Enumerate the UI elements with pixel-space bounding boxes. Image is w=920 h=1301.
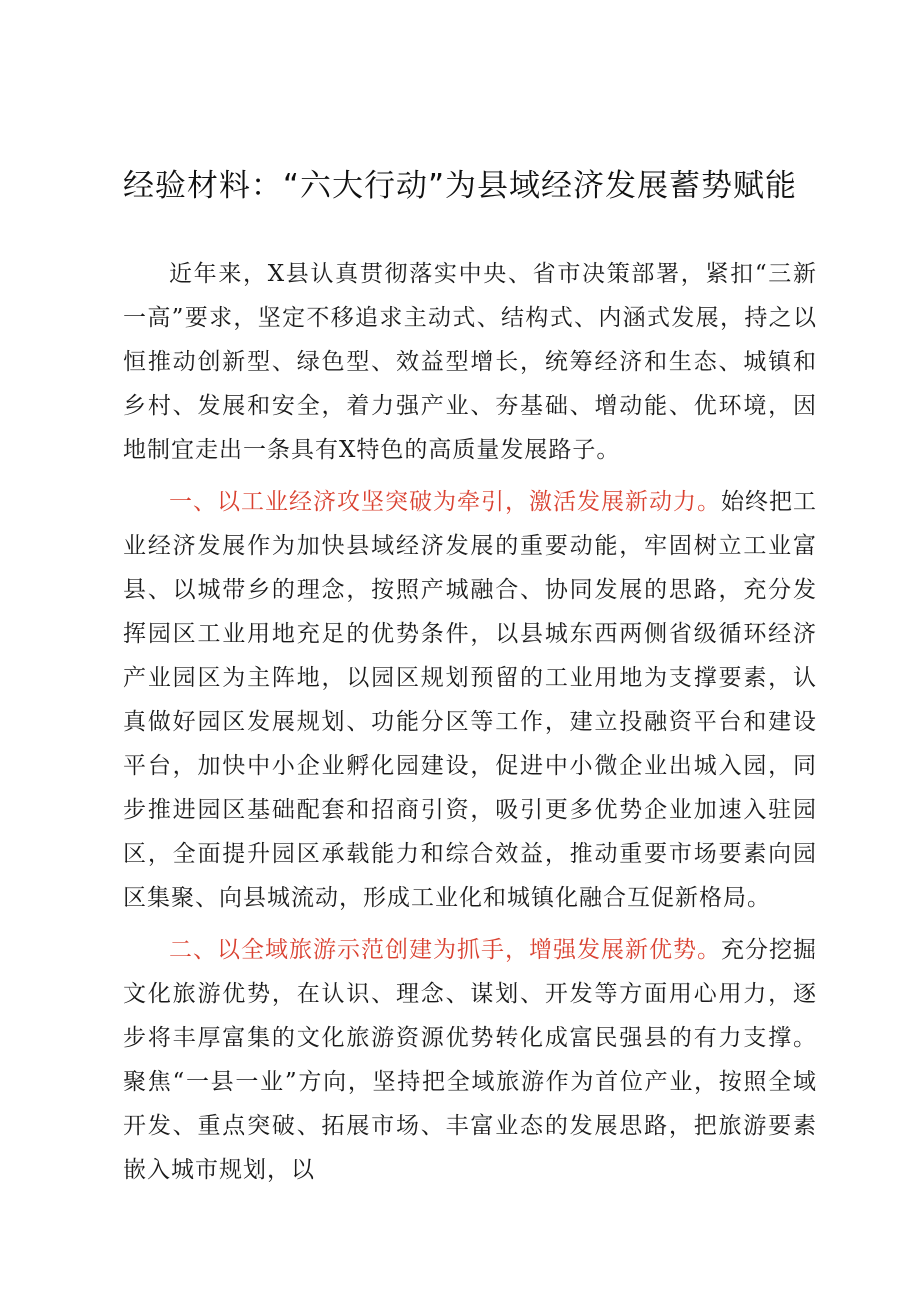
section-paragraph-2 [123,928,817,1192]
section-heading-1: 一、以工业经济攻坚突破为牵引，激活发展新动力。 [169,489,721,515]
document-title: 经验材料：“六大行动”为县域经济发展蓄势赋能 [122,168,798,204]
document-body [123,252,817,1200]
section-body-1: 始终把工业经济发展作为加快县域经济发展的重要动能，牢固树立工业富县、以城带乡的理念，按照产城融合、协同发展的思路，充分发挥园区工业用地充足的优势条件，以县城东西两侧省级循环经济产业园区为主阵地，以园区规划预留的工业用地为支撑要素，认真做好园区发展规划、功能分区等工作，建立投融资平台和建设平台，加快中小企业孵化园建设，促进中小微企业出城入园，同步推进园区基础配套和招商引资，吸引更多优势企业加速入驻园区，全面提升园区承载能力和综合效益，推动重要市场要素向园区集聚、向县城流动，形成工业化和城镇化融合互促新格局。 [123,489,817,911]
section-paragraph-1 [123,480,817,920]
section-heading-2: 二、以全域旅游示范创建为抓手，增强发展新优势。 [169,937,721,963]
intro-paragraph: 近年来，X县认真贯彻落实中央、省市决策部署，紧扣“三新一高”要求，坚定不移追求主动式、结构式、内涵式发展，持之以恒推动创新型、绿色型、效益型增长，统筹经济和生态、城镇和乡村、发展和安全，着力强产业、夯基础、增动能、优环境，因地制宜走出一条具有X特色的高质量发展路子。 [123,261,817,463]
section-body-2: 充分挖掘文化旅游优势，在认识、理念、谋划、开发等方面用心用力，逐步将丰厚富集的文化旅游资源优势转化成富民强县的有力支撑。聚焦“一县一业”方向，坚持把全域旅游作为首位产业，按照全域开发、重点突破、拓展市场、丰富业态的发展思路，把旅游要素嵌入城市规划，以 [123,937,817,1183]
